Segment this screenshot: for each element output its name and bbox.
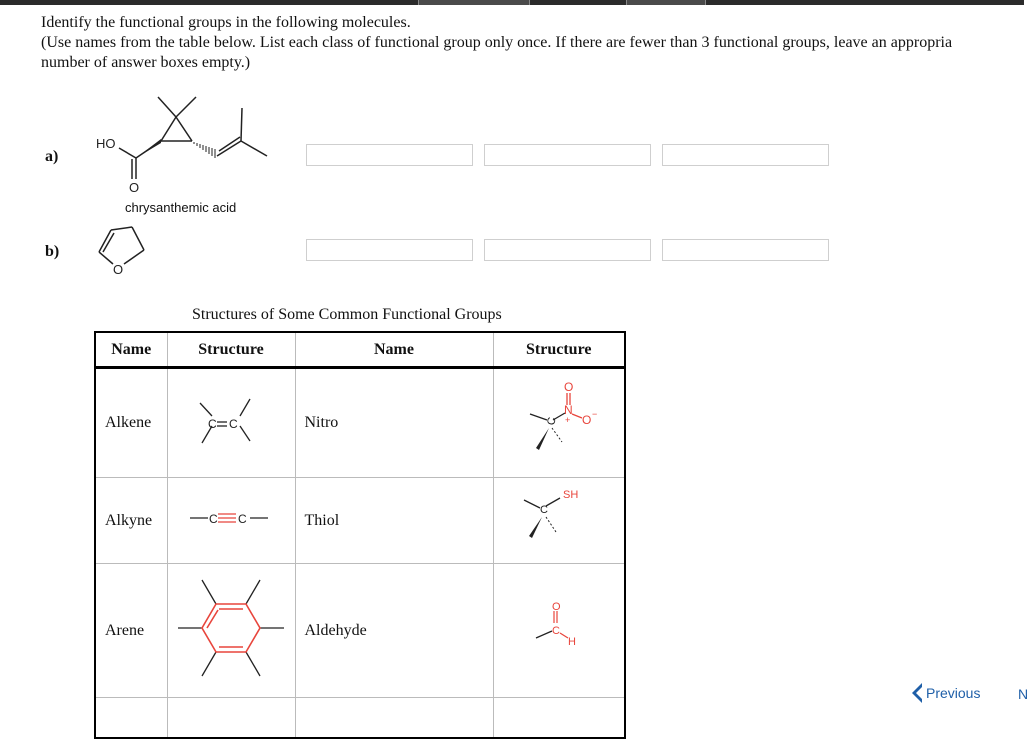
arene-structure [167, 564, 295, 698]
hydrogen-label: H [567, 636, 576, 648]
thiol-structure-svg [514, 488, 604, 548]
table-cell [95, 698, 167, 738]
chrysanthemic-acid-structure [88, 88, 278, 198]
alkyne-structure [167, 478, 295, 564]
oxygen-label: O [563, 379, 574, 394]
nitro-structure [493, 368, 625, 478]
instructions [41, 13, 952, 73]
table-title: Structures of Some Common Functional Groups [192, 306, 502, 323]
oxygen-label: O [551, 601, 561, 613]
ho-label: HO [96, 136, 116, 151]
alkyne-structure-svg [186, 506, 276, 530]
carbon-label: C [208, 416, 217, 431]
oxygen-label: O [129, 180, 140, 195]
answer-box-b3[interactable] [662, 239, 829, 261]
next-button[interactable]: N [1018, 686, 1028, 702]
column-header: Name [95, 332, 167, 368]
column-header: Name [295, 332, 493, 368]
question-label-a: a) [45, 148, 59, 165]
answer-box-b2[interactable] [484, 239, 651, 261]
group-name: Alkene [95, 368, 167, 478]
nitro-structure-svg [514, 376, 604, 466]
table-cell [167, 698, 295, 738]
previous-label: Previous [926, 685, 981, 701]
carbon-label: C [238, 512, 247, 526]
oxygen-label: O [113, 262, 124, 277]
dihydrofuran-structure [94, 222, 154, 278]
top-bar [0, 0, 1024, 5]
oxygen-label: O [581, 412, 592, 427]
carbon-label: C [545, 415, 559, 426]
table-row [95, 564, 625, 698]
aldehyde-structure-svg [524, 593, 594, 663]
carbon-label: C [229, 416, 238, 431]
group-name: Thiol [295, 478, 493, 564]
question-label-b: b) [45, 243, 60, 260]
nitrogen-label: N [563, 402, 573, 417]
chevron-left-icon [911, 682, 923, 704]
instruction-line: (Use names from the table below. List each class of functional group only once. If there are fewer than 3 functional groups, leave an appropria [41, 34, 953, 51]
column-header: Structure [167, 332, 295, 368]
thiol-structure [493, 478, 625, 564]
tab-stub[interactable] [418, 0, 530, 5]
answer-box-a2[interactable] [484, 144, 651, 166]
answer-box-a3[interactable] [662, 144, 829, 166]
table-row [95, 478, 625, 564]
previous-button[interactable] [911, 682, 980, 704]
column-header: Structure [493, 332, 625, 368]
group-name: Alkyne [95, 478, 167, 564]
functional-groups-table [94, 331, 626, 739]
group-name: Aldehyde [295, 564, 493, 698]
carbon-label: C [539, 504, 548, 516]
alkene-structure-svg [196, 391, 266, 451]
minus-charge: − [591, 408, 598, 419]
carbon-label: C [551, 625, 560, 637]
table-row [95, 698, 625, 738]
answer-box-b1[interactable] [306, 239, 473, 261]
alkene-structure [167, 368, 295, 478]
arene-structure-svg [176, 578, 286, 678]
table-row [95, 368, 625, 478]
aldehyde-structure [493, 564, 625, 698]
answer-box-a1[interactable] [306, 144, 473, 166]
table-header-row [95, 332, 625, 368]
plus-charge: + [564, 414, 571, 425]
table-cell [295, 698, 493, 738]
group-name: Nitro [295, 368, 493, 478]
molecule-name: chrysanthemic acid [125, 200, 237, 215]
group-name: Arene [95, 564, 167, 698]
sh-label: SH [562, 489, 579, 501]
tab-stub[interactable] [626, 0, 706, 5]
instruction-line: Identify the functional groups in the following molecules. [41, 14, 411, 31]
carbon-label: C [209, 512, 218, 526]
table-cell [493, 698, 625, 738]
instruction-line: number of answer boxes empty.) [41, 54, 251, 71]
